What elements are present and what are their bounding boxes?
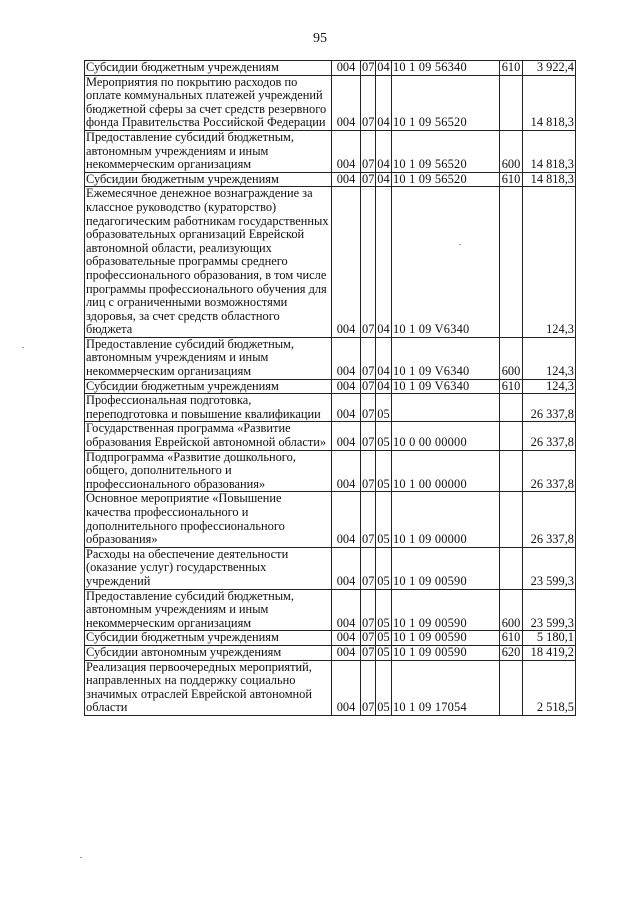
cell-pr: 05 xyxy=(376,589,392,631)
budget-table xyxy=(84,60,576,716)
cell-cs: 10 1 09 56520 xyxy=(392,75,500,130)
cell-pr: 05 xyxy=(376,660,392,715)
table-row xyxy=(85,450,576,492)
cell-gr: 004 xyxy=(332,547,361,589)
cell-cs: 10 1 09 56340 xyxy=(392,61,500,76)
row-name: Субсидии бюджетным учреждениям xyxy=(86,60,279,74)
cell-rz: 07 xyxy=(361,75,376,130)
cell-sum: 5 180,1 xyxy=(523,631,576,646)
cell-gr: 004 xyxy=(332,589,361,631)
cell-rz: 07 xyxy=(361,492,376,547)
cell-sum: 18 419,2 xyxy=(523,645,576,660)
cell-sum: 23 599,3 xyxy=(523,547,576,589)
cell-cs: 10 1 09 00590 xyxy=(392,645,500,660)
cell-sum: 14 818,3 xyxy=(523,75,576,130)
cell-gr: 004 xyxy=(332,492,361,547)
cell-gr: 004 xyxy=(332,130,361,172)
row-name: Профессиональная подготовка, переподготовка и повышение квалификации xyxy=(86,393,321,421)
row-name: Реализация первоочередных мероприятий, направленных на поддержку социально значимых отраслей Еврейской автономной области xyxy=(86,660,312,715)
row-name: Предоставление субсидий бюджетным, автономным учреждениям и иным некоммерческим организациям xyxy=(86,337,294,379)
cell-cs: 10 1 09 17054 xyxy=(392,660,500,715)
cell-cs: 10 1 09 00590 xyxy=(392,589,500,631)
table-row xyxy=(85,589,576,631)
table-row xyxy=(85,75,576,130)
cell-pr: 05 xyxy=(376,492,392,547)
row-name: Субсидии автономным учреждениям xyxy=(86,645,282,659)
cell-sum: 124,3 xyxy=(523,187,576,338)
cell-vr xyxy=(500,450,523,492)
cell-gr: 004 xyxy=(332,75,361,130)
cell-sum: 3 922,4 xyxy=(523,61,576,76)
table-row xyxy=(85,130,576,172)
cell-rz: 07 xyxy=(361,660,376,715)
cell-pr: 04 xyxy=(376,187,392,338)
cell-rz: 07 xyxy=(361,187,376,338)
row-name: Мероприятия по покрытию расходов по оплате коммунальных платежей учреждений бюджетной сферы за счет средств резервного фонда Правительства Российской Федерации xyxy=(86,75,327,130)
cell-gr: 004 xyxy=(332,450,361,492)
cell-vr: 610 xyxy=(500,379,523,394)
row-name: Государственная программа «Развитие образования Еврейской автономной области» xyxy=(86,421,327,450)
cell-gr: 004 xyxy=(332,422,361,450)
cell-rz: 07 xyxy=(362,172,375,186)
cell-rz: 07 xyxy=(361,394,376,422)
table-row xyxy=(85,379,576,394)
cell-rz: 07 xyxy=(362,645,375,659)
row-name: Ежемесячное денежное вознаграждение за классное руководство (кураторство) педагогическим работникам государственных образовательных организаций Еврейской автономной области, реализующих образовательные программы среднего профессионального образования, в том числе программы профессионального обучения для лиц с ограниченными возможностями здоровья, за счет средств областного бюджета xyxy=(86,186,329,337)
cell-vr: 610 xyxy=(500,61,523,76)
cell-sum: 26 337,8 xyxy=(523,450,576,492)
cell-vr xyxy=(500,75,523,130)
row-name: Предоставление субсидий бюджетным, автономным учреждениям и иным некоммерческим организациям xyxy=(86,130,294,172)
cell-rz: 07 xyxy=(361,547,376,589)
cell-rz: 07 xyxy=(362,60,375,74)
cell-cs: 10 1 00 00000 xyxy=(392,450,500,492)
cell-vr: 600 xyxy=(500,337,523,379)
cell-sum: 26 337,8 xyxy=(523,422,576,450)
cell-vr: 610 xyxy=(500,172,523,187)
cell-rz: 07 xyxy=(361,450,376,492)
row-name: Субсидии бюджетным учреждениям xyxy=(86,379,279,393)
cell-cs: 10 1 09 V6340 xyxy=(392,337,500,379)
cell-vr xyxy=(500,394,523,422)
cell-cs: 10 1 09 V6340 xyxy=(392,187,500,338)
cell-gr: 004 xyxy=(332,187,361,338)
table-row xyxy=(85,631,576,646)
cell-vr xyxy=(500,547,523,589)
cell-pr: 05 xyxy=(376,450,392,492)
cell-pr: 04 xyxy=(377,60,390,74)
cell-pr: 05 xyxy=(377,645,390,659)
cell-sum: 26 337,8 xyxy=(523,492,576,547)
cell-cs: 10 1 09 56520 xyxy=(392,172,500,187)
table-row xyxy=(85,172,576,187)
cell-gr: 004 xyxy=(332,379,361,394)
table-row xyxy=(85,547,576,589)
row-name: Предоставление субсидий бюджетным, автономным учреждениям и иным некоммерческим организациям xyxy=(86,589,294,630)
cell-pr: 04 xyxy=(376,337,392,379)
row-name: Субсидии бюджетным учреждениям xyxy=(86,172,279,186)
cell-pr: 05 xyxy=(376,422,392,450)
cell-cs: 10 1 09 00000 xyxy=(392,492,500,547)
table-row xyxy=(85,492,576,547)
cell-rz: 07 xyxy=(362,630,375,645)
cell-cs: 10 1 09 00590 xyxy=(392,631,500,646)
row-name: Субсидии бюджетным учреждениям xyxy=(86,630,279,645)
cell-pr: 05 xyxy=(377,630,390,645)
cell-cs xyxy=(392,394,500,422)
table-row xyxy=(85,660,576,715)
table-row xyxy=(85,337,576,379)
scan-speck xyxy=(459,244,461,245)
cell-vr: 620 xyxy=(500,645,523,660)
cell-pr: 05 xyxy=(376,394,392,422)
cell-pr: 04 xyxy=(376,130,392,172)
cell-sum: 14 818,3 xyxy=(523,130,576,172)
cell-sum: 124,3 xyxy=(523,379,576,394)
table-row xyxy=(85,61,576,76)
cell-cs: 10 0 00 00000 xyxy=(392,422,500,450)
cell-vr xyxy=(500,660,523,715)
cell-pr: 05 xyxy=(376,547,392,589)
cell-rz: 07 xyxy=(361,589,376,631)
row-name: Расходы на обеспечение деятельности (оказание услуг) государственных учреждений xyxy=(86,547,289,588)
cell-vr: 600 xyxy=(500,589,523,631)
cell-sum: 23 599,3 xyxy=(523,589,576,631)
cell-rz: 07 xyxy=(361,337,376,379)
cell-vr xyxy=(500,492,523,547)
cell-sum: 14 818,3 xyxy=(523,172,576,187)
table-row xyxy=(85,394,576,422)
row-name: Основное мероприятие «Повышение качества профессионального и дополнительного профессионального образования» xyxy=(86,491,285,547)
cell-cs: 10 1 09 56520 xyxy=(392,130,500,172)
cell-rz: 07 xyxy=(361,422,376,450)
cell-pr: 04 xyxy=(376,75,392,130)
scan-speck xyxy=(80,857,82,858)
cell-vr: 600 xyxy=(500,130,523,172)
cell-vr xyxy=(500,187,523,338)
cell-gr: 004 xyxy=(332,61,361,76)
page-number: 95 xyxy=(313,31,327,46)
cell-gr: 004 xyxy=(332,337,361,379)
cell-cs: 10 1 09 00590 xyxy=(392,547,500,589)
cell-sum: 2 518,5 xyxy=(523,660,576,715)
cell-sum: 124,3 xyxy=(523,337,576,379)
cell-sum: 26 337,8 xyxy=(523,394,576,422)
cell-gr: 004 xyxy=(332,645,361,660)
cell-pr: 04 xyxy=(377,379,390,393)
table-row xyxy=(85,187,576,338)
cell-gr: 004 xyxy=(332,660,361,715)
cell-pr: 04 xyxy=(377,172,390,186)
cell-gr: 004 xyxy=(332,172,361,187)
cell-vr: 610 xyxy=(500,631,523,646)
table-row xyxy=(85,422,576,450)
cell-rz: 07 xyxy=(361,130,376,172)
cell-rz: 07 xyxy=(362,379,375,393)
cell-vr xyxy=(500,422,523,450)
row-name: Подпрограмма «Развитие дошкольного, общего, дополнительного и профессионального образования» xyxy=(86,450,296,491)
cell-gr: 004 xyxy=(332,631,361,646)
cell-cs: 10 1 09 V6340 xyxy=(392,379,500,394)
table-row xyxy=(85,645,576,660)
cell-gr: 004 xyxy=(332,394,361,422)
scan-speck xyxy=(22,347,24,348)
